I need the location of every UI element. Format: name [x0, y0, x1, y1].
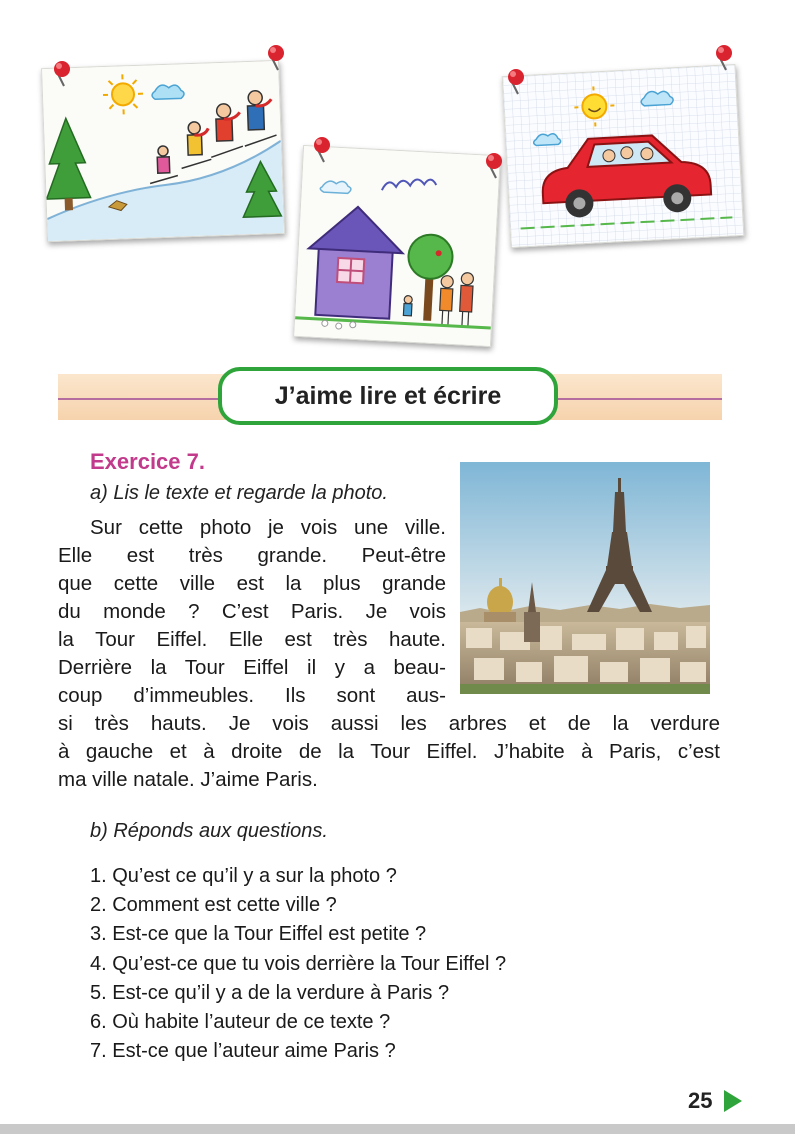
drawing-ski-family [41, 60, 285, 242]
pushpin-icon [264, 42, 290, 72]
paragraph-line: que cette ville est la plus grande [58, 572, 446, 595]
question-item: 1. Qu’est ce qu’il y a sur la photo ? [90, 865, 397, 887]
question-item: 7. Est-ce que l’auteur aime Paris ? [90, 1040, 396, 1063]
pushpin-icon [504, 66, 530, 96]
pushpin-icon [50, 58, 76, 88]
banner-line-left [58, 398, 222, 400]
instruction-a: a) Lis le texte et regarde la photo. [90, 482, 388, 504]
bottom-bar [0, 1124, 795, 1134]
pushpin-icon [310, 134, 336, 164]
question-item: 4. Qu’est-ce que tu vois derrière la Tour Eiffel ? [90, 952, 507, 975]
question-item: 5. Est-ce qu’il y a de la verdure à Paris ? [90, 981, 450, 1004]
question-list [90, 862, 506, 1066]
drawing-house-family [293, 145, 501, 347]
paragraph-line: ma ville natale. J’aime Paris. [58, 768, 318, 791]
page-number: 25 [688, 1088, 713, 1113]
paragraph-line: à gauche et à droite de la Tour Eiffel. J’habite à Paris, c’est [58, 740, 720, 763]
banner-line-right [556, 398, 722, 400]
paragraph-line: la Tour Eiffel. Elle est très haute. [58, 628, 446, 651]
paragraph-line: Sur cette photo je vois une ville. [90, 516, 446, 539]
paragraph-line: coup d’immeubles. Ils sont aus- [58, 684, 446, 707]
question-item: 3. Est-ce que la Tour Eiffel est petite ? [90, 923, 427, 946]
paragraph-line: Elle est très grande. Peut-être [58, 544, 446, 567]
paris-photo [460, 462, 710, 694]
question-item: 2. Comment est cette ville ? [90, 894, 337, 917]
exercise-title: Exercice 7. [90, 449, 205, 474]
question-item: 6. Où habite l’auteur de ce texte ? [90, 1011, 391, 1034]
instruction-b: b) Réponds aux questions. [90, 820, 328, 842]
drawing-red-car [502, 64, 745, 248]
paragraph-line: Derrière la Tour Eiffel il y a beau- [58, 656, 446, 679]
pushpin-icon [482, 150, 508, 180]
pushpin-icon [712, 42, 738, 72]
paragraph-line: si très hauts. Je vois aussi les arbres et de la verdure [58, 712, 720, 735]
paragraph-line: du monde ? C’est Paris. Je vois [58, 600, 446, 623]
section-title: J’aime lire et écrire [218, 367, 558, 425]
play-triangle-icon [724, 1090, 742, 1112]
